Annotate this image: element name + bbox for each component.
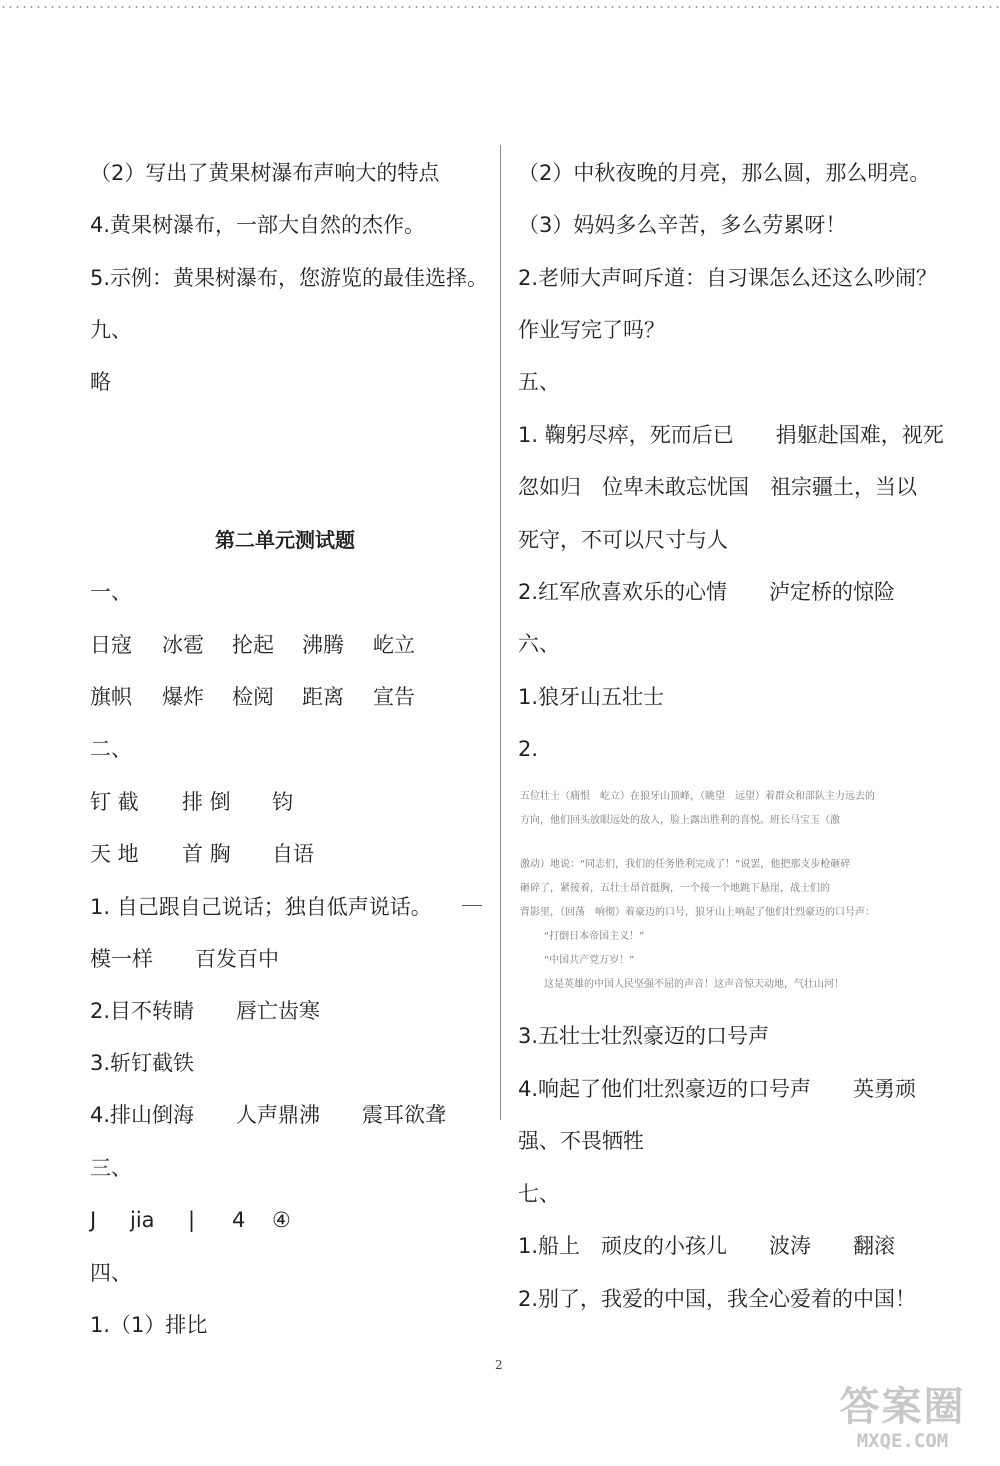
section2-word-2-1: 天 地 (90, 842, 139, 866)
right-line-11: 1.狼牙山五壮士 (518, 685, 665, 709)
section2-q1: 1. 自己跟自己说话；独自低声说话。 (90, 895, 432, 919)
left-line-3: 5.示例：黄果树瀑布，您游览的最佳选择。 (90, 266, 489, 290)
section3-answer-4: 4 (232, 1208, 246, 1232)
section2-q4: 4.排山倒海 人声鼎沸 震耳欲聋 (90, 1103, 447, 1127)
section2-q2: 2.目不转睛 唇亡齿寒 (90, 999, 321, 1023)
right-line-8: 死守，不可以尺寸与人 (518, 528, 728, 552)
section4-heading: 四、 (90, 1261, 132, 1285)
passage-line-6: 背影里，（回荡 响彻）着豪迈的口号，狼牙山上响起了他们壮烈豪迈的口号声： (520, 907, 875, 918)
page-number: 2 (495, 1358, 503, 1372)
section2-word-1-1: 钉 截 (90, 790, 139, 814)
section4-q1: 1.（1）排比 (90, 1313, 208, 1337)
right-line-1: （2）中秋夜晚的月亮，那么圆，那么明亮。 (518, 161, 931, 185)
section1-word-2-2: 爆炸 (162, 685, 204, 709)
left-line-5: 略 (90, 370, 111, 394)
right-line-6: 1. 鞠躬尽瘁，死而后已 捐躯赴国难，视死 (518, 423, 944, 447)
right-line-15: 强、不畏牺牲 (518, 1129, 644, 1153)
left-line-4: 九、 (90, 318, 132, 342)
passage-line-4: 激动）地说：“同志们，我们的任务胜利完成了！”说罢，他把那支步枪砸碎 (520, 859, 851, 870)
section2-word-1-2: 排 倒 (182, 790, 231, 814)
right-line-3: 2.老师大声呵斥道：自习课怎么还这么吵闹？ (518, 266, 938, 290)
right-line-18: 2.别了，我爱的中国，我全心爱着的中国！ (518, 1287, 917, 1311)
section1-word-1-3: 抡起 (232, 633, 274, 657)
section3-answer-5: ④ (272, 1208, 291, 1232)
section1-word-2-5: 宣告 (373, 685, 415, 709)
site-watermark (810, 1385, 995, 1460)
passage-line-7: “打倒日本帝国主义！” (544, 931, 645, 942)
section3-answer-2: jia (130, 1208, 155, 1232)
passage-line-8: “中国共产党万岁！” (544, 955, 635, 966)
unit-title: 第二单元测试题 (215, 528, 355, 552)
section2-word-1-3: 钧 (272, 790, 293, 814)
right-line-14: 4.响起了他们壮烈豪迈的口号声 英勇顽 (518, 1077, 917, 1101)
section1-word-1-5: 屹立 (373, 633, 415, 657)
section2-q3: 3.斩钉截铁 (90, 1051, 195, 1075)
column-divider (500, 145, 501, 1120)
right-line-12: 2. (518, 737, 539, 761)
right-line-7: 忽如归 位卑未敢忘忧国 祖宗疆土，当以 (518, 475, 917, 499)
passage-line-9: 这是英雄的中国人民坚强不屈的声音！这声音惊天动地，气壮山河！ (544, 979, 844, 990)
passage-line-2: 方向，他们回头放眼远处的敌人，脸上露出胜利的喜悦。班长马宝玉（激 (520, 815, 840, 826)
right-line-17: 1.船上 顽皮的小孩儿 波涛 翻滚 (518, 1234, 896, 1258)
section2-heading: 二、 (90, 737, 132, 761)
section1-word-2-1: 旗帜 (90, 685, 132, 709)
right-line-2: （3）妈妈多么辛苦，多么劳累呀！ (518, 213, 847, 237)
section1-word-2-4: 距离 (302, 685, 344, 709)
scanned-passage (520, 785, 960, 1000)
section3-answer-3: | (188, 1208, 196, 1232)
right-line-5: 五、 (518, 370, 560, 394)
top-dotted-border (0, 6, 1000, 8)
section2-q1b: 模一样 百发百中 (90, 947, 279, 971)
right-line-4: 作业写完了吗？ (518, 318, 665, 342)
right-line-13: 3.五壮士壮烈豪迈的口号声 (518, 1024, 770, 1048)
section1-heading: 一、 (90, 580, 132, 604)
section1-word-2-3: 检阅 (232, 685, 274, 709)
passage-line-5: 砸碎了，紧接着，五壮士昂首挺胸，一个接一个地跳下悬崖，战士们的 (520, 883, 830, 894)
section1-word-1-2: 冰雹 (162, 633, 204, 657)
watermark-logo-text: 答案圈 (839, 1384, 966, 1430)
left-line-2: 4.黄果树瀑布，一部大自然的杰作。 (90, 213, 426, 237)
section1-word-1-4: 沸腾 (302, 633, 344, 657)
section2-word-2-2: 首 胸 (182, 842, 231, 866)
watermark-url: MXQE.COM (856, 1430, 949, 1452)
section3-answer-1: J (90, 1208, 97, 1232)
left-line-1: （2）写出了黄果树瀑布声响大的特点 (90, 161, 440, 185)
section1-word-1-1: 日寇 (90, 633, 132, 657)
right-line-10: 六、 (518, 632, 560, 656)
passage-gap (520, 833, 960, 853)
section2-word-2-3: 自语 (272, 842, 314, 866)
section3-heading: 三、 (90, 1156, 132, 1180)
right-line-16: 七、 (518, 1182, 560, 1206)
right-line-9: 2.红军欣喜欢乐的心情 泸定桥的惊险 (518, 580, 896, 604)
dash-mark (462, 905, 482, 906)
passage-line-1: 五位壮士（痛恨 屹立）在狼牙山顶峰，（眺望 远望）着群众和部队主力远去的 (520, 791, 875, 802)
